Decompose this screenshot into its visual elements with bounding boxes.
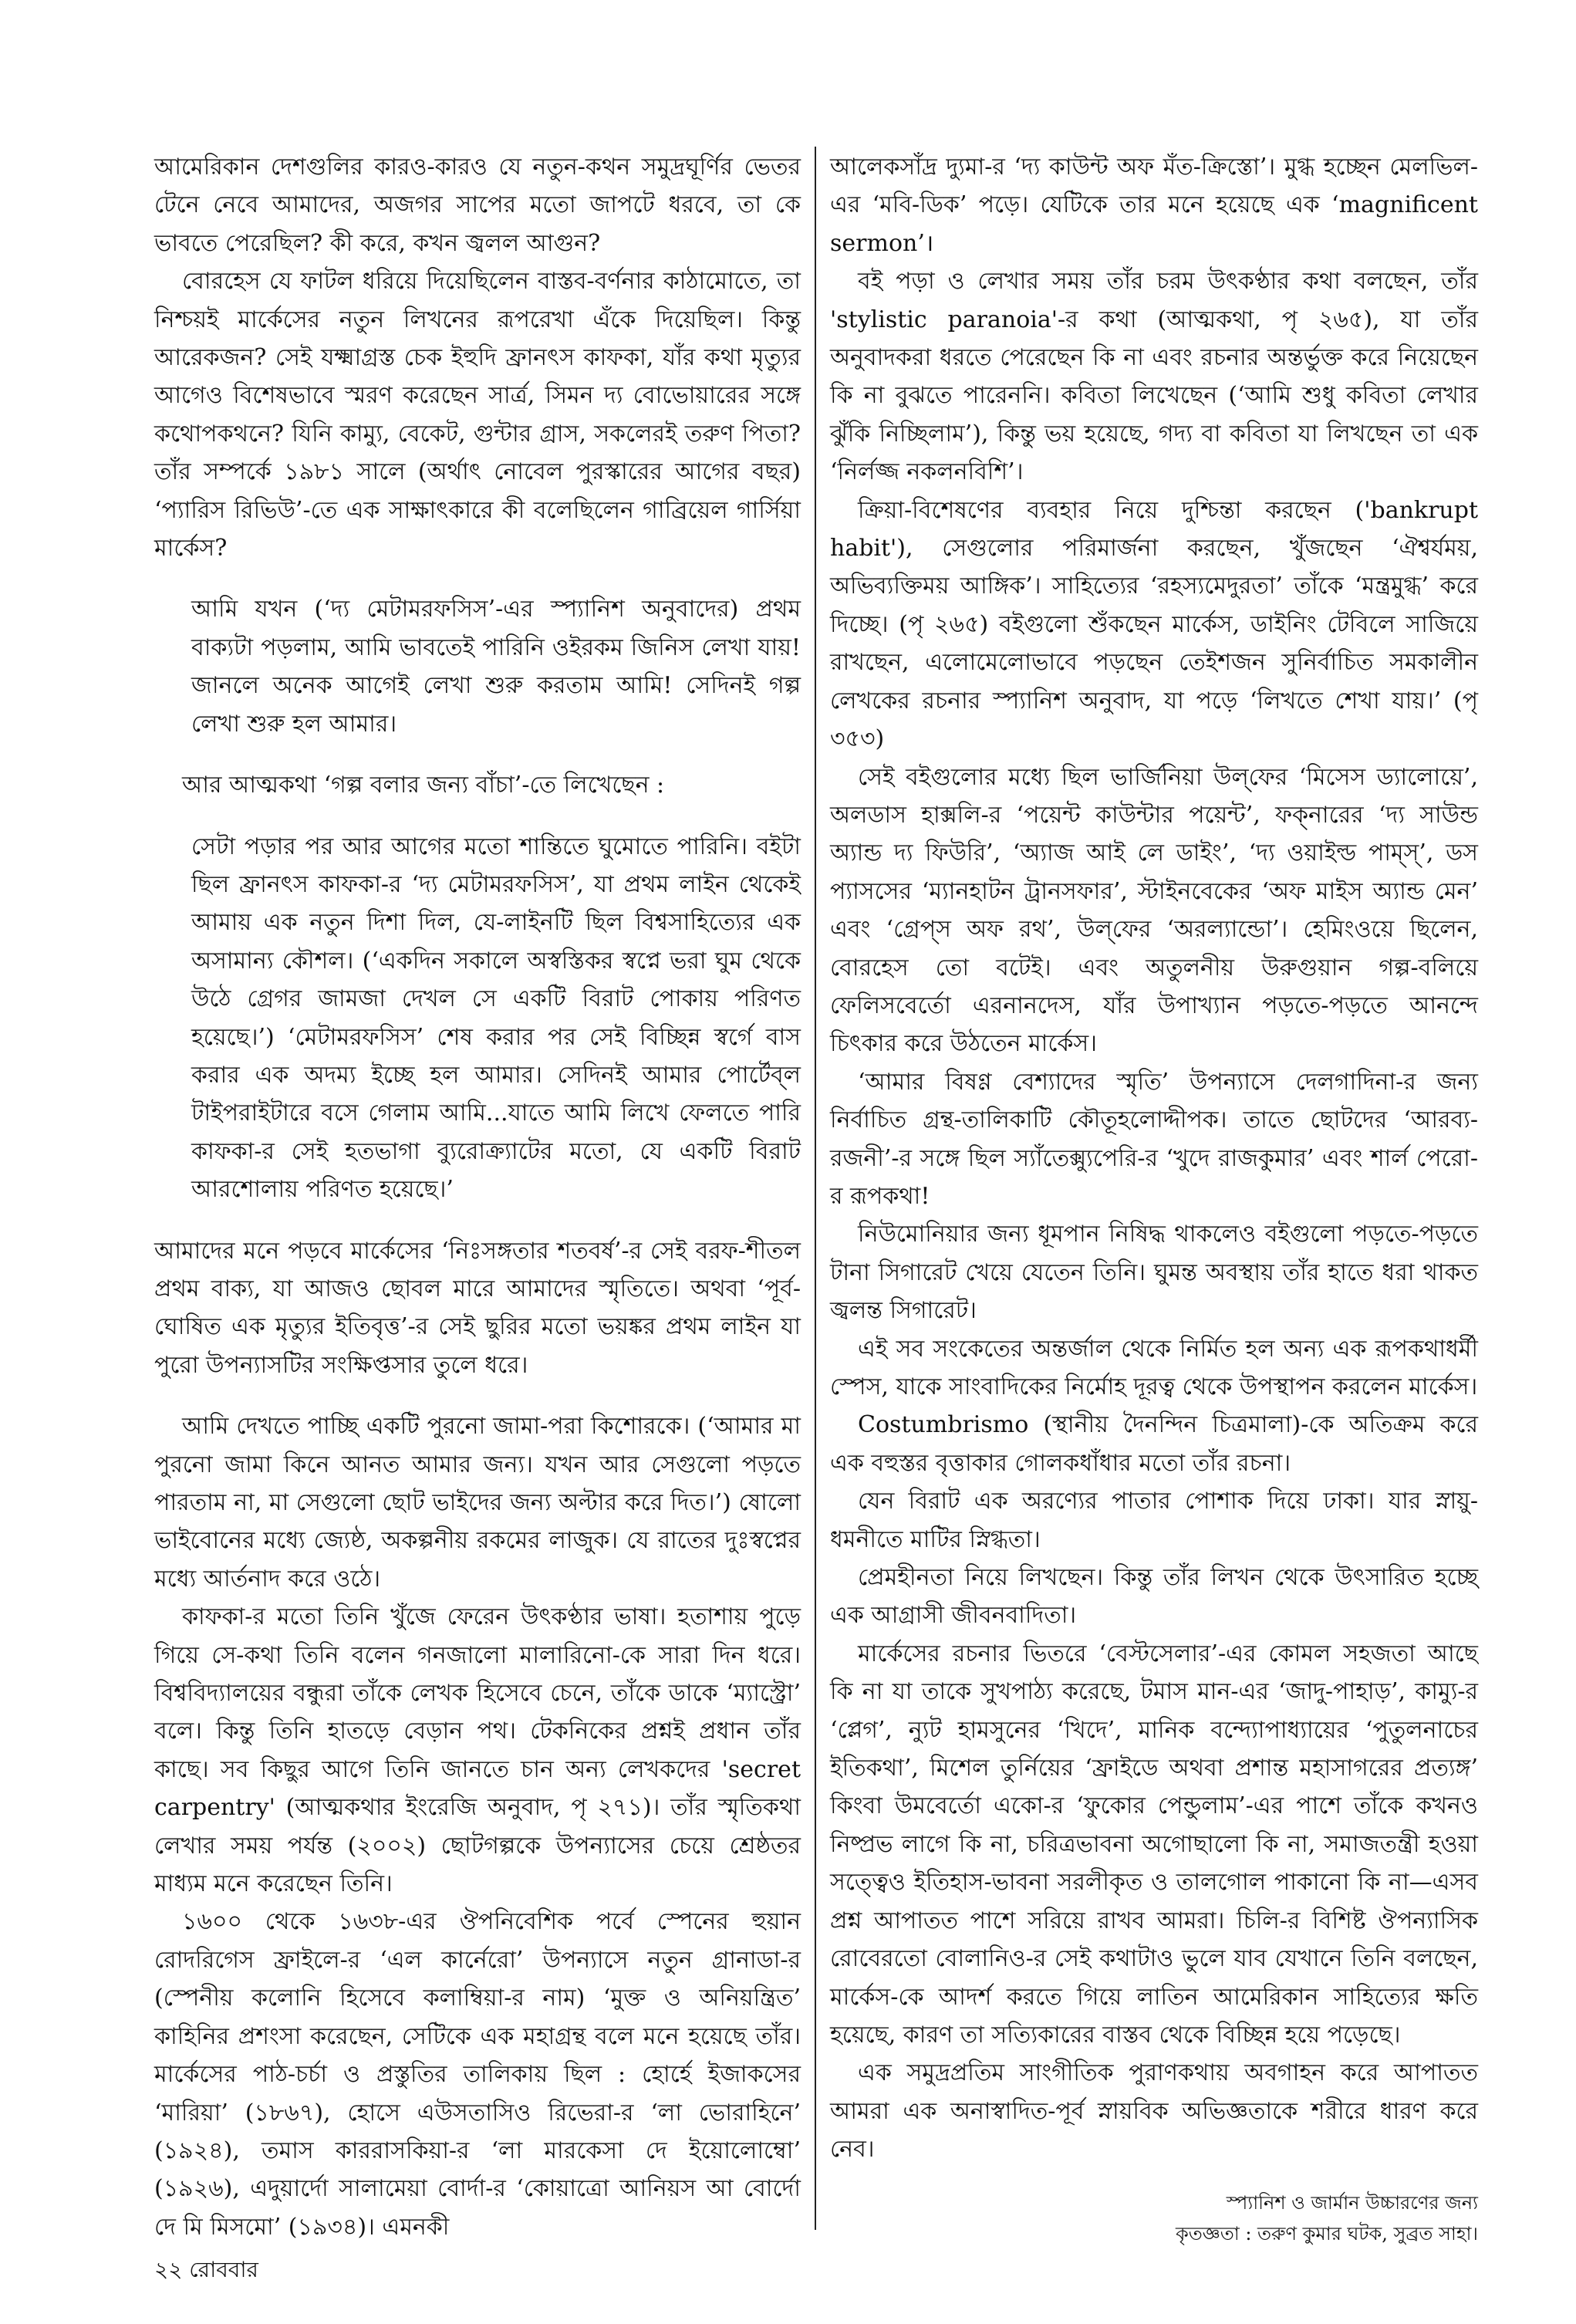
paragraph: আমাদের মনে পড়বে মার্কেসের ‘নিঃসঙ্গতার শতবর্ষ’-র সেই বরফ-শীতল প্রথম বাক্য, যা আজও ছোবল মারে আমাদের স্মৃতিতে। অথবা ‘পূর্ব-ঘোষিত এক মৃত্যুর ইতিবৃত্ত’-র সেই ছুরির মতো ভয়ঙ্কর প্রথম লাইন যা পুরো উপন্যাসটির সংক্ষিপ্তসার তুলে ধরে। [154,1237,801,1379]
paragraph: বোরহেস যে ফাটল ধরিয়ে দিয়েছিলেন বাস্তব-বর্ণনার কাঠামোতে, তা নিশ্চয়ই মার্কেসের নতুন লিখনের রূপরেখা এঁকে দিয়েছিল। কিন্তু আরেকজন? সেই যক্ষ্মাগ্রস্ত চেক ইহুদি ফ্রানৎস কাফকা, যাঁর কথা মৃত্যুর আগেও বিশেষভাবে স্মরণ করেছেন সার্ত্র, সিমন দ্য বোভোয়ারের সঙ্গে কথোপকথনে? যিনি কাম্যু, বেকেট, গুন্টার গ্রাস, সকলেরই তরুণ পিতা? তাঁর সম্পর্কে ১৯৮১ সালে (অর্থাৎ নোবেল পুরস্কারের আগের বছর) ‘প্যারিস রিভিউ’-তে এক সাক্ষাৎকারে কী বলেছিলেন গাব্রিয়েল গার্সিয়া মার্কেস? [154,268,801,562]
paragraph: ১৬০০ থেকে ১৬৩৮-এর ঔপনিবেশিক পর্বে স্পেনের হুয়ান রোদরিগেস ফ্রাইলে-র ‘এল কার্নেরো’ উপন্যাসে নতুন গ্রানাডা-র (স্পেনীয় কলোনি হিসেবে কলাম্বিয়া-র নাম) ‘মুক্ত ও অনিয়ন্ত্রিত’ কাহিনির প্রশংসা করেছেন, সেটিকে এক মহাগ্রন্থ বলে মনে হয়েছে তাঁর। মার্কেসের পাঠ-চর্চা ও প্রস্তুতির তালিকায় ছিল : হোর্হে ইজাকসের ‘মারিয়া’ (১৮৬৭), হোসে এউসতাসিও রিভেরা-র ‘লা ভোরাহিনে’ (১৯২৪), তমাস কাররাসকিয়া-র ‘লা মারকেসা দে ইয়োলোম্বো’ (১৯২৬), এদুয়ার্দো সালামেয়া বোর্দা-র ‘কোয়াত্রো আনিয়স আ বোর্দো দে মি মিসমো’ (১৯৩৪)। এমনকী [154,1908,801,2241]
credit-acknowledgement: কৃতজ্ঞতা : তরুণ কুমার ঘটক, সুব্রত সাহা। [1175,2222,1478,2245]
page-footer: ২২ রোববার [154,2257,258,2282]
paragraph: ক্রিয়া-বিশেষণের ব্যবহার নিয়ে দুশ্চিন্তা করছেন ('bankrupt habit'), সেগুলোর পরিমার্জনা করছেন, খুঁজছেন ‘ঐশ্বর্যময়, অভিব্যক্তিময় আঙ্গিক’। সাহিত্যের ‘রহস্যমেদুরতা’ তাঁকে ‘মন্ত্রমুগ্ধ’ করে দিচ্ছে। (পৃ ২৬৫) বইগুলো শুঁকছেন মার্কেস, ডাইনিং টেবিলে সাজিয়ে রাখছেন, এলোমেলোভাবে পড়ছেন তেইশজন সুনির্বাচিত সমকালীন লেখকের রচনার স্প্যানিশ অনুবাদ, যা পড়ে ‘লিখতে শেখা যায়।’ (পৃ ৩৫৩) [830,496,1478,753]
block-quote: সেটা পড়ার পর আর আগের মতো শান্তিতে ঘুমোতে পারিনি। বইটা ছিল ফ্রানৎস কাফকা-র ‘দ্য মেটামরফসিস’, যা প্রথম লাইন থেকেই আমায় এক নতুন দিশা দিল, যে-লাইনটি ছিল বিশ্বসাহিত্যের এক অসামান্য কৌশল। (‘একদিন সকালে অস্বস্তিকর স্বপ্নে ভরা ঘুম থেকে উঠে গ্রেগর জামজা দেখল সে একটি বিরাট পোকায় পরিণত হয়েছে।’) ‘মেটামরফসিস’ শেষ করার পর সেই বিচ্ছিন্ন স্বর্গে বাস করার এক অদম্য ইচ্ছে হল আমার। সেদিনই আমার পোর্টেব্‌ল টাইপরাইটারে বসে গেলাম আমি...যাতে আমি লিখে ফেলতে পারি কাফকা-র সেই হতভাগা ব্যুরোক্র্যাটের মতো, যে একটি বিরাট আরশোলায় পরিণত হয়েছে।’ [191,833,801,1204]
paragraph: সেই বইগুলোর মধ্যে ছিল ভার্জিনিয়া উল্‌ফের ‘মিসেস ড্যালোয়ে’, অলডাস হাক্সলি-র ‘পয়েন্ট কাউন্টার পয়েন্ট’, ফক্‌নারের ‘দ্য সাউন্ড অ্যান্ড দ্য ফিউরি’, ‘অ্যাজ আই লে ডাইং’, ‘দ্য ওয়াইল্ড পাম্‌স্’, ডস প্যাসসের ‘ম্যানহাটন ট্রানসফার’, স্টাইনবেকের ‘অফ মাইস অ্যান্ড মেন’ এবং ‘গ্রেপ্‌স অফ রথ’, উল্‌ফের ‘অরল্যান্ডো’। হেমিংওয়ে ছিলেন, বোরহেস তো বটেই। এবং অতুলনীয় উরুগুয়ান গল্প-বলিয়ে ফেলিসবের্তো এরনানদেস, যাঁর উপাখ্যান পড়তে-পড়তে আনন্দে চিৎকার করে উঠতেন মার্কেস। [830,763,1478,1058]
paragraph: এই সব সংকেতের অন্তর্জাল থেকে নির্মিত হল অন্য এক রূপকথাধর্মী স্পেস, যাকে সাংবাদিকের নির্মোহ দূরত্ব থেকে উপস্থাপন করলেন মার্কেস। [830,1335,1478,1400]
column-divider [815,147,816,2230]
paragraph: আলেকসাঁদ্র দ্যুমা-র ‘দ্য কাউন্ট অফ মঁত-ক্রিস্তো’। মুগ্ধ হচ্ছেন মেলভিল-এর ‘মবি-ডিক’ পড়ে। যেটিকে তার মনে হয়েছে এক ‘magnificent sermon’। [830,154,1478,257]
paragraph: বই পড়া ও লেখার সময় তাঁর চরম উৎকণ্ঠার কথা বলছেন, তাঁর 'stylistic paranoia'-র কথা (আত্মকথা, পৃ ২৬৫), যা তাঁর অনুবাদকরা ধরতে পেরেছেন কি না এবং রচনার অন্তর্ভুক্ত করে নিয়েছেন কি না বুঝতে পারেননি। কবিতা লিখেছেন (‘আমি শুধু কবিতা লেখার ঝুঁকি নিচ্ছিলাম’), কিন্তু ভয় হয়েছে, গদ্য বা কবিতা যা লিখছেন তা এক ‘নির্লজ্জ নকলনবিশি’। [830,268,1478,486]
paragraph: Costumbrismo (স্থানীয় দৈনন্দিন চিত্রমালা)-কে অতিক্রম করে এক বহুস্তর বৃত্তাকার গোলকধাঁধার মতো তাঁর রচনা। [830,1411,1478,1477]
paragraph: আর আত্মকথা ‘গল্প বলার জন্য বাঁচা’-তে লিখেছেন : [182,772,665,799]
block-quote: আমি যখন (‘দ্য মেটামরফসিস’-এর স্প্যানিশ অনুবাদের) প্রথম বাক্যটা পড়লাম, আমি ভাবতেই পারিনি ওইরকম জিনিস লেখা যায়! জানলে অনেক আগেই লেখা শুরু করতাম আমি! সেদিনই গল্প লেখা শুরু হল আমার। [191,596,801,738]
credit-note: স্প্যানিশ ও জার্মান উচ্চারণের জন্য [1226,2191,1478,2214]
paragraph: কাফকা-র মতো তিনি খুঁজে ফেরেন উৎকণ্ঠার ভাষা। হতাশায় পুড়ে গিয়ে সে-কথা তিনি বলেন গনজালো মালারিনো-কে সারা দিন ধরে। বিশ্ববিদ্যালয়ের বন্ধুরা তাঁকে লেখক হিসেবে চেনে, তাঁকে ডাকে ‘ম্যাস্ট্রো’ বলে। কিন্তু তিনি হাতড়ে বেড়ান পথ। টেকনিকের প্রশ্নই প্রধান তাঁর কাছে। সব কিছুর আগে তিনি জানতে চান অন্য লেখকদের 'secret carpentry' (আত্মকথার ইংরেজি অনুবাদ, পৃ ২৭১)। তাঁর স্মৃতিকথা লেখার সময় পর্যন্ত (২০০২) ছোটগল্পকে উপন্যাসের চেয়ে শ্রেষ্ঠতর মাধ্যম মনে করেছেন তিনি। [154,1603,801,1898]
paragraph: প্রেমহীনতা নিয়ে লিখছেন। কিন্তু তাঁর লিখন থেকে উৎসারিত হচ্ছে এক আগ্রাসী জীবনবাদিতা। [830,1564,1478,1630]
spacer [154,1384,801,1407]
paragraph: আমি দেখতে পাচ্ছি একটি পুরনো জামা-পরা কিশোরকে। (‘আমার মা পুরনো জামা কিনে আনত আমার জন্য। যখন আর সেগুলো পড়তে পারতাম না, মা সেগুলো ছোট ভাইদের জন্য অল্টার করে দিত।’) ষোলো ভাইবোনের মধ্যে জ্যেষ্ঠ, অকল্পনীয় রকমের লাজুক। যে রাতের দুঃস্বপ্নের মধ্যে আর্তনাদ করে ওঠে। [154,1413,801,1593]
paragraph: এক সমুদ্রপ্রতিম সাংগীতিক পুরাণকথায় অবগাহন করে আপাতত আমরা এক অনাস্বাদিত-পূর্ব স্নায়বিক অভিজ্ঞতাকে শরীরে ধারণ করে নেব। [830,2059,1478,2164]
paragraph: আমেরিকান দেশগুলির কারও-কারও যে নতুন-কথন সমুদ্রঘূর্ণির ভেতর টেনে নেবে আমাদের, অজগর সাপের মতো জাপটে ধরবে, তা কে ভাবতে পেরেছিল? কী করে, কখন জ্বলল আগুন? [154,154,801,257]
right-column [830,148,1478,2245]
paragraph: মার্কেসের রচনার ভিতরে ‘বেস্টসেলার’-এর কোমল সহজতা আছে কি না যা তাকে সুখপাঠ্য করেছে, টমাস মান-এর ‘জাদু-পাহাড়’, কাম্যু-র ‘প্লেগ’, ন্যুট হামসুনের ‘খিদে’, মানিক বন্দ্যোপাধ্যায়ের ‘পুতুলনাচের ইতিকথা’, মিশেল তুর্নিয়ের ‘ফ্রাইডে অথবা প্রশান্ত মহাসাগরের প্রত্যঙ্গ’ কিংবা উমবের্তো একো-র ‘ফুকোর পেন্ডুলাম’-এর পাশে তাঁকে কখনও নিষ্প্রভ লাগে কি না, চরিত্রভাবনা অগোছালো কি না, সমাজতন্ত্রী হওয়া সত্ত্বেও ইতিহাস-ভাবনা সরলীকৃত ও তালগোল পাকানো কি না—এসব প্রশ্ন আপাতত পাশে সরিয়ে রাখব আমরা। চিলি-র বিশিষ্ট ঔপন্যাসিক রোবেরতো বোলানিও-র সেই কথাটাও ভুলে যাব যেখানে তিনি বলছেন, মার্কেস-কে আদর্শ করতে গিয়ে লাতিন আমেরিকান সাহিত্যের ক্ষতি হয়েছে, কারণ তা সত্যিকারের বাস্তব থেকে বিচ্ছিন্ন হয়ে পড়েছে। [830,1640,1478,2049]
paragraph: ‘আমার বিষণ্ণ বেশ্যাদের স্মৃতি’ উপন্যাসে দেলগাদিনা-র জন্য নির্বাচিত গ্রন্থ-তালিকাটি কৌতূহলোদ্দীপক। তাতে ছোটদের ‘আরব্য-রজনী’-র সঙ্গে ছিল স্যাঁতেক্স্যুপেরি-র ‘খুদে রাজকুমার’ এবং শার্ল পেরো-র রূপকথা! [830,1068,1478,1210]
paragraph: নিউমোনিয়ার জন্য ধূমপান নিষিদ্ধ থাকলেও বইগুলো পড়তে-পড়তে টানা সিগারেট খেয়ে যেতেন তিনি। ঘুমন্ত অবস্থায় তাঁর হাতে ধরা থাকত জ্বলন্ত সিগারেট। [830,1221,1478,1325]
paragraph: যেন বিরাট এক অরণ্যের পাতার পোশাক দিয়ে ঢাকা। যার স্নায়ু-ধমনীতে মাটির স্নিগ্ধতা। [830,1488,1478,1553]
left-column [154,148,801,2241]
